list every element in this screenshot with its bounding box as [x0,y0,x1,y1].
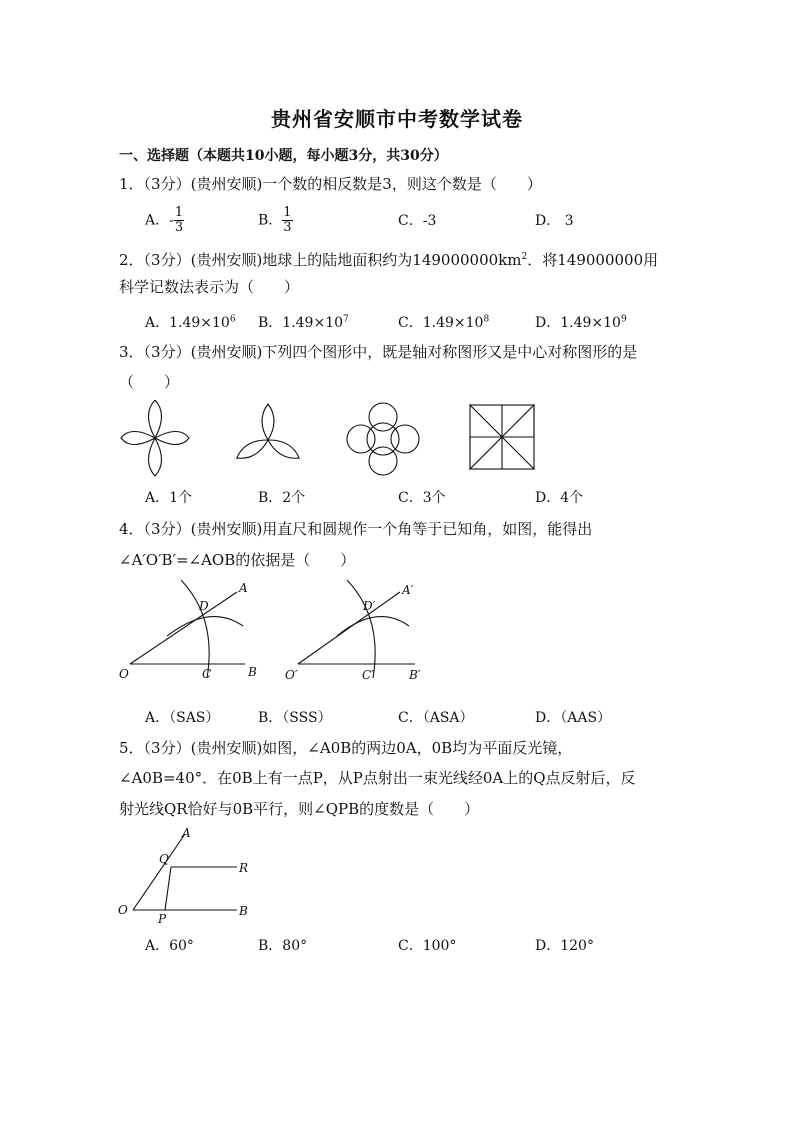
q2-option-a: A．$1.49\times 10^6$ [145,314,236,331]
five-circle-figure [347,403,419,475]
q4-label-d: D [199,599,209,613]
q5-label-a: A [182,826,191,840]
q4-option-d: D．（AAS） [535,710,612,726]
q2-option-d: D．$1.49\times 10^9$ [535,314,627,331]
q4-option-c: C．（ASA） [398,710,474,726]
q4-figures [115,578,435,688]
q5-stem-line3: 射光线QR恰好与0B平行，则∠QPB的度数是（ ） [119,800,480,818]
q4-label-b-prime: B′ [409,668,421,682]
q1-option-b: B． $\frac{1}{3}$ [258,205,292,235]
q2-stem-line1: 2．（3分）(贵州安顺)地球上的陆地面积约为$149000000km^2$．将149000000用 [119,251,659,269]
q5-label-r: R [239,861,249,875]
q4-option-b: B．（SSS） [258,710,332,726]
pinwheel-figure [470,405,534,469]
q5-option-d: D．120° [535,938,594,954]
q3-stem-line1: 3．（3分）(贵州安顺)下列四个图形中，既是轴对称图形又是中心对称图形的是 [119,343,638,361]
q5-label-p: P [158,912,167,926]
q2-option-b: B．$1.49\times 10^7$ [258,314,349,331]
q3-figures [115,400,555,480]
q5-stem-line1: 5．（3分）(贵州安顺)如图，∠A0B的两边0A，0B均为平面反光镜， [119,739,573,757]
q4-figure-angle-aob [130,580,245,678]
q4-label-c: C [202,667,212,681]
q2-option-c: C．$1.49\times 10^8$ [398,314,490,331]
q4-label-d-prime: D′ [363,599,376,613]
section-heading: 一、选择题（本题共10小题，每小题3分，共30分） [119,148,448,164]
q1-option-c: C．-3 [398,213,437,229]
q1-stem: 1．（3分）(贵州安顺)一个数的相反数是3，则这个数是（ ） [119,175,542,193]
q5-label-b: B [239,904,248,918]
q5-label-q: Q [159,852,169,866]
q4-stem-line1: 4．（3分）(贵州安顺)用直尺和圆规作一个角等于已知角，如图，能得出 [119,520,593,538]
segment-qp [165,867,171,910]
q5-figure [115,826,265,926]
q1-option-a: A．- $\frac{1}{3}$ [145,205,184,235]
q4-label-c-prime: C′ [362,668,374,682]
q4-label-b: B [248,665,257,679]
page-title: 贵州省安顺市中考数学试卷 [271,107,523,131]
q3-option-a: A．1个 [145,490,193,506]
q3-stem-line2: （ ） [119,373,180,391]
q4-label-a: A [239,581,248,595]
q1-option-d: D． 3 [535,213,574,229]
q5-label-o: O [118,903,128,917]
q4-stem-line2: ∠A′O′B′=∠AOB的依据是（ ） [119,551,356,569]
q2-stem-line2: 科学记数法表示为（ ） [119,278,300,296]
q3-option-d: D．4个 [535,490,584,506]
q3-option-b: B．2个 [258,490,306,506]
q4-label-a-prime: A′ [402,583,414,597]
q3-option-c: C．3个 [398,490,446,506]
q5-option-b: B．80° [258,938,308,954]
q5-stem-line2: ∠A0B=40°．在0B上有一点P，从P点射出一束光线经0A上的Q点反射后，反 [119,769,636,787]
three-petal-figure [234,404,302,463]
four-petal-figure [121,400,189,476]
ray-oa [133,834,185,910]
q4-label-o-prime: O′ [285,668,298,682]
q4-figure-angle-a-prime [298,580,415,678]
q4-label-o: O [119,667,129,681]
q4-option-a: A．（SAS） [145,710,220,726]
q5-option-c: C．100° [398,938,457,954]
q5-option-a: A．60° [145,938,194,954]
